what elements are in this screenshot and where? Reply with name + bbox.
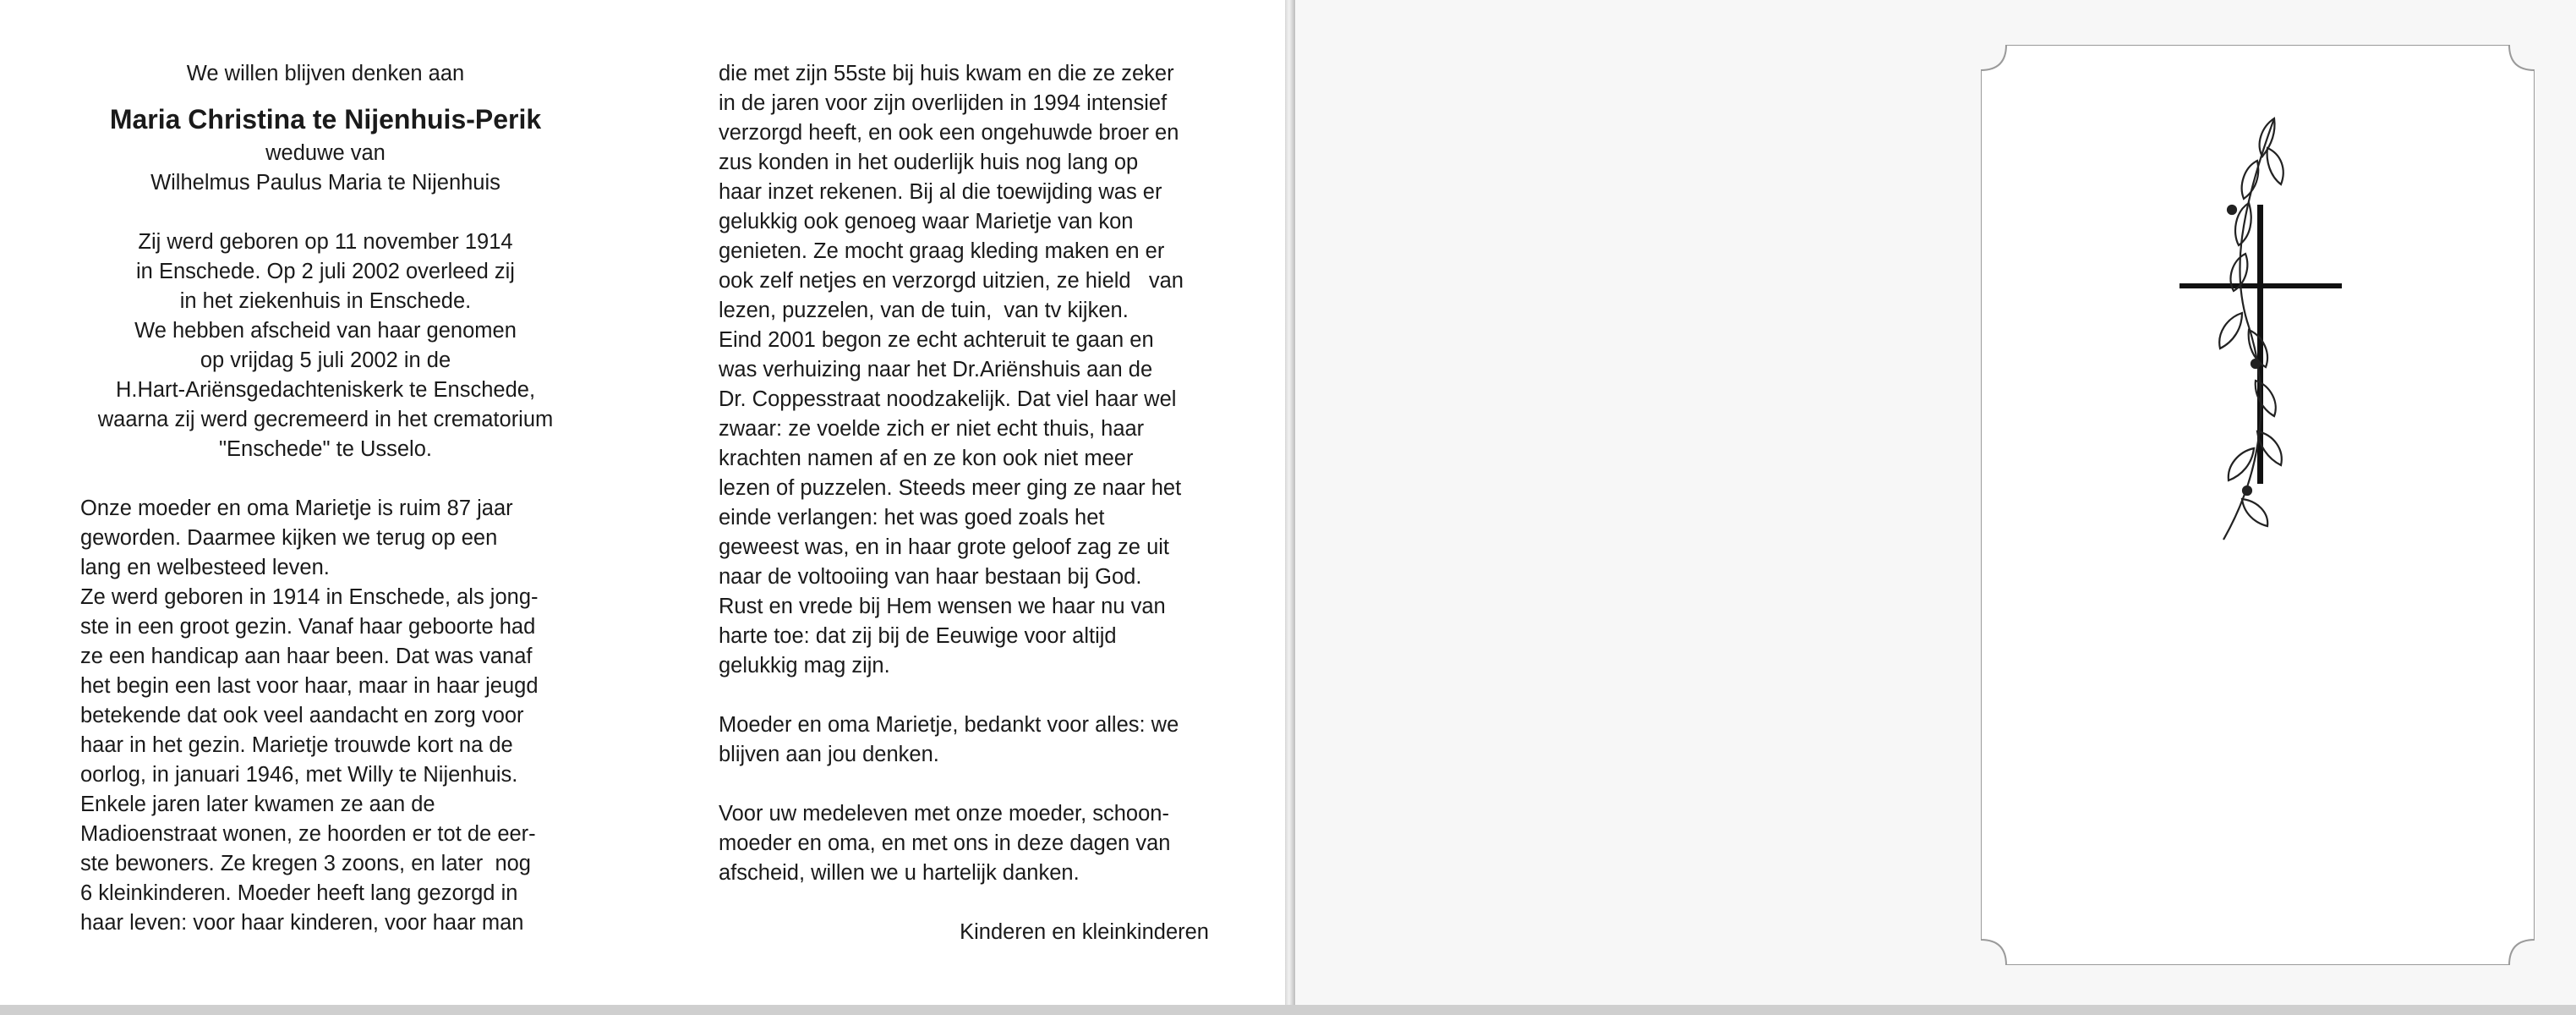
story-line: ook zelf netjes en verzorgd uitzien, ze hield van — [719, 269, 1184, 293]
right-text-column — [719, 59, 1209, 947]
gratitude-line: afscheid, willen we u hartelijk danken. — [719, 861, 1080, 885]
notice-line: op vrijdag 5 juli 2002 in de — [200, 348, 451, 372]
story-line: haar in het gezin. Marietje trouwde kort na de — [80, 733, 513, 757]
story-line: 6 kleinkinderen. Moeder heeft lang gezorgd in — [80, 881, 518, 905]
story-line: het begin een last voor haar, maar in haar jeugd — [80, 674, 539, 698]
story-line: gelukkig ook genoeg waar Marietje van kon — [719, 210, 1134, 233]
story-line: Dr. Coppesstraat noodzakelijk. Dat viel haar wel — [719, 387, 1177, 411]
story-line: haar leven: voor haar kinderen, voor haar man — [80, 911, 524, 935]
story-line: Onze moeder en oma Marietje is ruim 87 jaar — [80, 497, 513, 520]
notice-line: H.Hart-Ariënsgedachteniskerk te Enschede, — [115, 378, 536, 402]
story-line: haar inzet rekenen. Bij al die toewijding was er — [719, 180, 1162, 204]
story-line: Madioenstraat wonen, ze hoorden er tot de eer- — [80, 822, 536, 846]
intro-line: We willen blijven denken aan — [186, 62, 465, 85]
deceased-name: Maria Christina te Nijenhuis-Perik — [109, 104, 542, 134]
story-line: lang en welbesteed leven. — [80, 556, 330, 579]
story-line: ste in een groot gezin. Vanaf haar geboorte had — [80, 615, 536, 639]
notice-line: We hebben afscheid van haar genomen — [134, 319, 517, 343]
story-line: geweest was, en in haar grote geloof zag ze uit — [719, 535, 1169, 559]
notice-line: Zij werd geboren op 11 november 1914 — [138, 230, 513, 254]
story-line: gelukkig mag zijn. — [719, 654, 890, 678]
notice-line: in Enschede. Op 2 juli 2002 overleed zij — [136, 260, 515, 283]
story-line: in de jaren voor zijn overlijden in 1994 intensief — [719, 91, 1168, 115]
story-line: verzorgd heeft, en ook een ongehuwde broer en — [719, 121, 1179, 145]
cross-with-olive-branch-icon — [2173, 110, 2350, 550]
gratitude-block — [719, 799, 1209, 888]
story-block-right — [719, 59, 1209, 681]
story-line: genieten. Ze mocht graag kleding maken en er — [719, 239, 1165, 263]
notice-line: in het ziekenhuis in Enschede. — [179, 289, 472, 313]
story-line: Eind 2001 begon ze echt achteruit te gaan en — [719, 328, 1154, 352]
story-line: einde verlangen: het was goed zoals het — [719, 506, 1105, 529]
gratitude-line: Voor uw medeleven met onze moeder, schoon- — [719, 802, 1169, 826]
story-line: zus konden in het ouderlijk huis nog lang op — [719, 151, 1139, 174]
widow-label: weduwe van — [265, 141, 386, 165]
card-fold — [1285, 0, 1295, 1015]
story-line: Rust en vrede bij Hem wensen we haar nu van — [719, 595, 1166, 618]
story-line: zwaar: ze voelde zich er niet echt thuis, haar — [719, 417, 1145, 441]
story-line: ze een handicap aan haar been. Dat was vanaf — [80, 645, 533, 668]
story-line: ste bewoners. Ze kregen 3 zoons, en later nog — [80, 852, 531, 875]
story-line: Ze werd geboren in 1914 in Enschede, als jong- — [80, 585, 539, 609]
story-line: lezen of puzzelen. Steeds meer ging ze naar het — [719, 476, 1182, 500]
story-line: geworden. Daarmee kijken we terug op een — [80, 526, 498, 550]
story-line: krachten namen af en ze kon ook niet meer — [719, 447, 1134, 470]
story-line: lezen, puzzelen, van de tuin, van tv kijken. — [719, 299, 1129, 322]
story-line: harte toe: dat zij bij de Eeuwige voor altijd — [719, 624, 1117, 648]
notice-line: waarna zij werd gecremeerd in het crematorium — [97, 408, 554, 431]
story-line: oorlog, in januari 1946, met Willy te Nijenhuis. — [80, 763, 518, 787]
thanks-line: Moeder en oma Marietje, bedankt voor alles: we — [719, 713, 1179, 737]
thanks-block — [719, 710, 1209, 770]
story-line: die met zijn 55ste bij huis kwam en die ze zeker — [719, 62, 1174, 85]
husband-name: Wilhelmus Paulus Maria te Nijenhuis — [150, 171, 500, 195]
story-line: Enkele jaren later kwamen ze aan de — [80, 793, 435, 816]
story-line: betekende dat ook veel aandacht en zorg voor — [80, 704, 524, 727]
story-block-left — [80, 494, 571, 938]
olive-branch-icon — [2219, 118, 2283, 540]
thanks-line: blijven aan jou denken. — [719, 743, 939, 766]
gratitude-line: moeder en oma, en met ons in deze dagen van — [719, 831, 1171, 855]
signature: Kinderen en kleinkinderen — [960, 920, 1209, 944]
story-line: naar de voltooiing van haar bestaan bij God. — [719, 565, 1142, 589]
left-text-column — [80, 59, 571, 938]
notice-line: "Enschede" te Usselo. — [219, 437, 432, 461]
notice-block — [80, 228, 571, 464]
story-line: was verhuizing naar het Dr.Ariënshuis aan de — [719, 358, 1153, 381]
card-bottom-edge — [0, 1005, 2576, 1015]
